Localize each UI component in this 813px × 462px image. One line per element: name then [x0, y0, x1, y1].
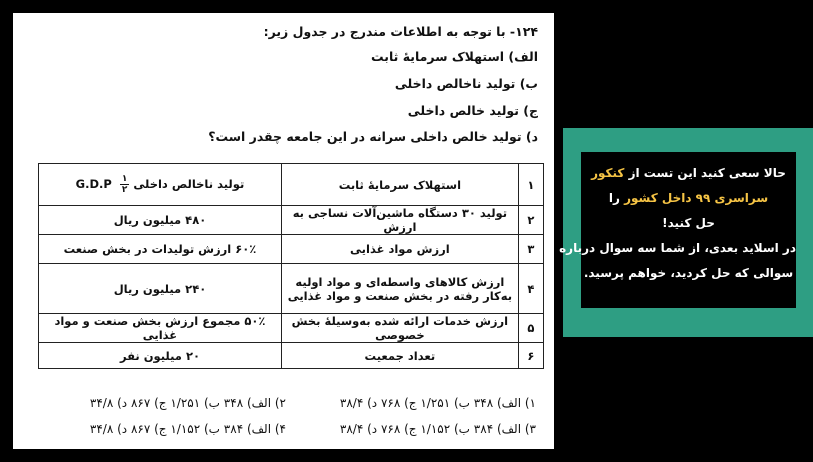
gdp-prefix: تولید ناخالص داخلی — [133, 177, 245, 191]
row-item: تعداد جمعیت — [281, 343, 518, 369]
row-value: ۴۸۰ میلیون ریال — [39, 206, 282, 235]
question-item-c: ج) تولید خالص داخلی — [407, 103, 538, 118]
row-item: ارزش خدمات ارائه شده به‌وسیلهٔ بخش خصوصی — [281, 314, 518, 343]
table-row — [39, 206, 544, 235]
table-row — [39, 264, 544, 314]
row-number: ۴ — [518, 264, 543, 314]
row-number: ۲ — [518, 206, 543, 235]
callout-line-2-text: را — [608, 191, 620, 205]
row-value: ۵۰٪ مجموع ارزش بخش صنعت و مواد غذایی — [39, 314, 282, 343]
callout-line-3: حل کنید! — [662, 216, 715, 230]
table-row — [39, 164, 544, 206]
row-item: تولید ۳۰ دستگاه ماشین‌آلات نساجی به ارزش — [281, 206, 518, 235]
row-value: ۶۰٪ ارزش تولیدات در بخش صنعت — [39, 235, 282, 264]
option-3: ۳) الف) ۳۸۴ ب) ۱/۱۵۲ ج) ۷۶۸ د) ۳۸/۴ — [339, 422, 536, 436]
row-item: ارزش مواد غذایی — [281, 235, 518, 264]
question-item-b: ب) تولید ناخالص داخلی — [394, 76, 538, 91]
callout-box — [559, 152, 796, 308]
highlight-exam-name: سراسری ۹۹ داخل کشور — [624, 191, 769, 205]
table-row — [39, 235, 544, 264]
callout-line-1 — [581, 166, 796, 180]
question-stem: ۱۲۴- با توجه به اطلاعات مندرج در جدول زیر: — [263, 24, 538, 39]
callout-line-2 — [581, 191, 796, 205]
row-value — [39, 164, 282, 206]
fraction-half — [120, 174, 130, 195]
highlight-konkur: کنکور — [591, 166, 625, 180]
row-number: ۳ — [518, 235, 543, 264]
question-page — [13, 13, 554, 449]
option-2: ۲) الف) ۳۴۸ ب) ۱/۲۵۱ ج) ۸۶۷ د) ۳۴/۸ — [89, 396, 286, 410]
row-value: ۲۴۰ میلیون ریال — [39, 264, 282, 314]
table-row — [39, 343, 544, 369]
question-item-d: د) تولید خالص داخلی سرانه در این جامعه چقدر است؟ — [208, 129, 538, 144]
gdp-suffix: G.D.P — [75, 177, 112, 191]
row-number: ۱ — [518, 164, 543, 206]
callout-line-1-text: حالا سعی کنید این تست از — [628, 166, 786, 180]
callout-line-4: در اسلاید بعدی، از شما سه سوال درباره — [559, 241, 796, 255]
question-item-a: الف) استهلاک سرمایهٔ ثابت — [371, 49, 538, 64]
row-number: ۶ — [518, 343, 543, 369]
fraction-denominator: ۲ — [121, 185, 128, 195]
row-number: ۵ — [518, 314, 543, 343]
table-row — [39, 314, 544, 343]
callout-line-5: سوالی که حل کردید، خواهم پرسید. — [583, 266, 794, 280]
row-item: ارزش کالاهای واسطه‌ای و مواد اولیه به‌کار رفته در بخش صنعت و مواد غذایی — [281, 264, 518, 314]
row-item: استهلاک سرمایهٔ ثابت — [281, 164, 518, 206]
fraction-numerator: ۱ — [121, 174, 128, 184]
option-4: ۴) الف) ۳۸۴ ب) ۱/۱۵۲ ج) ۸۶۷ د) ۳۴/۸ — [89, 422, 286, 436]
row-value: ۲۰ میلیون نفر — [39, 343, 282, 369]
option-1: ۱) الف) ۳۴۸ ب) ۱/۲۵۱ ج) ۷۶۸ د) ۳۸/۴ — [339, 396, 536, 410]
data-table — [38, 163, 544, 369]
